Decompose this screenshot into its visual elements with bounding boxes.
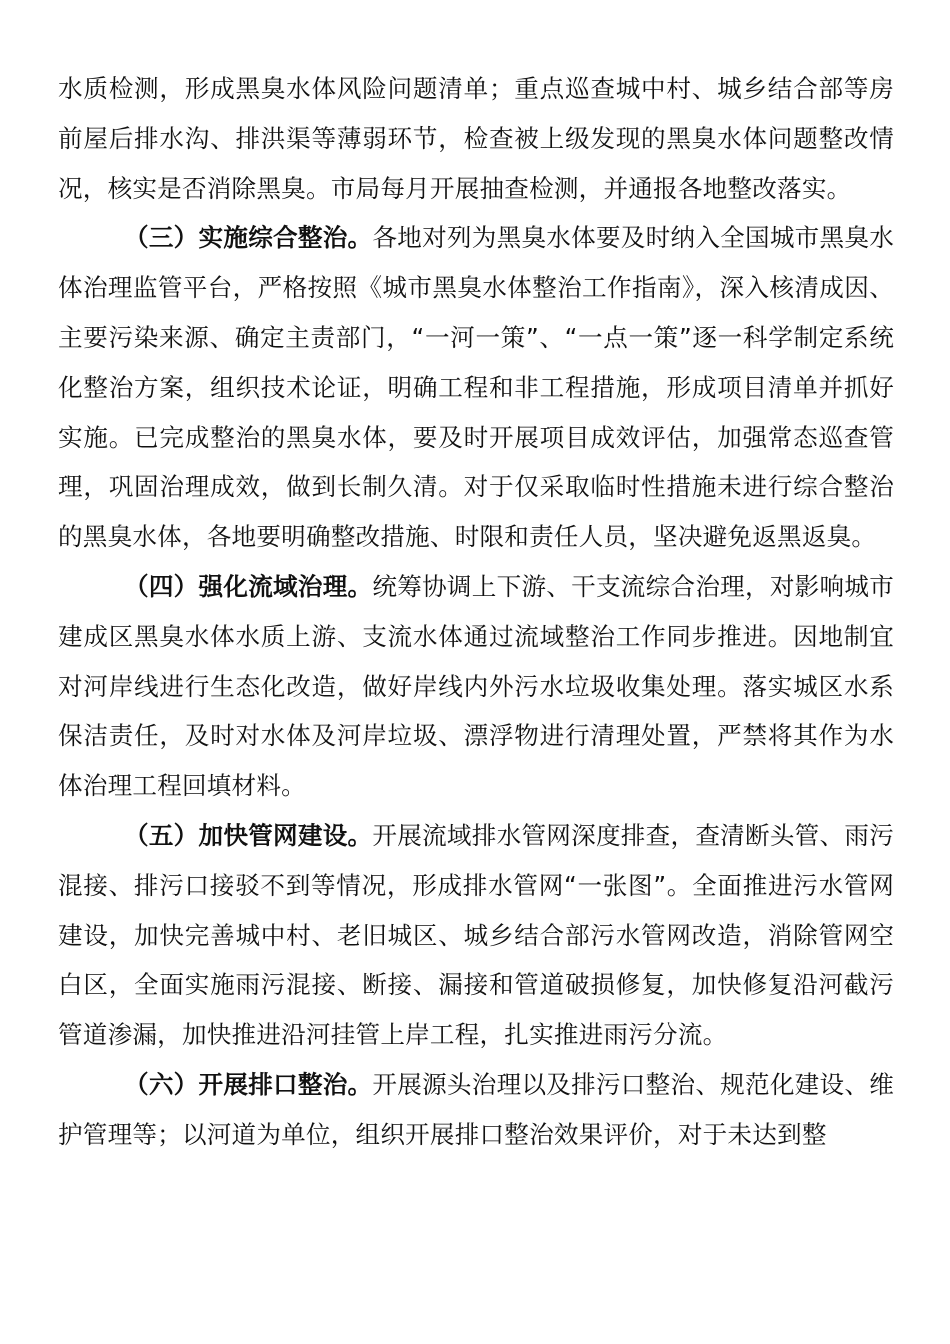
paragraph-body: 开展流域排水管网深度排查，查清断头管、雨污混接、排污口接驳不到等情况，形成排水管网“一张图”。全面推进污水管网建设，加快完善城中村、老旧城区、城乡结合部污水管网改造，消除管网空白区，全面实施雨污混接、断接、漏接和管道破损修复，加快修复沿河截污管道渗漏，加快推进沿河挂管上岸工程，扎实推进雨污分流。 bbox=[58, 820, 894, 1050]
section-heading: （六）开展排口整治。 bbox=[124, 1069, 373, 1099]
paragraph-section-4 bbox=[58, 562, 894, 811]
section-heading: （四）强化流域治理。 bbox=[124, 571, 373, 601]
paragraph-body: 统筹协调上下游、干支流综合治理，对影响城市建成区黑臭水体水质上游、支流水体通过流域整治工作同步推进。因地制宜对河岸线进行生态化改造，做好岸线内外污水垃圾收集处理。落实城区水系保洁责任，及时对水体及河岸垃圾、漂浮物进行清理处置，严禁将其作为水体治理工程回填材料。 bbox=[58, 571, 894, 801]
section-heading: （五）加快管网建设。 bbox=[124, 820, 373, 850]
paragraph-section-3 bbox=[58, 213, 894, 562]
paragraph-section-6 bbox=[58, 1060, 894, 1160]
paragraph-body: 各地对列为黑臭水体要及时纳入全国城市黑臭水体治理监管平台，严格按照《城市黑臭水体整治工作指南》，深入核清成因、主要污染来源、确定主责部门，“一河一策”、“一点一策”逐一科学制定系统化整治方案，组织技术论证，明确工程和非工程措施，形成项目清单并抓好实施。已完成整治的黑臭水体，要及时开展项目成效评估，加强常态巡查管理，巩固治理成效，做到长制久清。对于仅采取临时性措施未进行综合整治的黑臭水体，各地要明确整改措施、时限和责任人员，坚决避免返黑返臭。 bbox=[58, 223, 894, 552]
document-page bbox=[58, 64, 894, 1160]
paragraph-body: 水质检测，形成黑臭水体风险问题清单；重点巡查城中村、城乡结合部等房前屋后排水沟、排洪渠等薄弱环节，检查被上级发现的黑臭水体问题整改情况，核实是否消除黑臭。市局每月开展抽查检测，并通报各地整改落实。 bbox=[58, 74, 894, 203]
paragraph-continuation bbox=[58, 64, 894, 213]
section-heading: （三）实施综合整治。 bbox=[124, 223, 373, 253]
paragraph-section-5 bbox=[58, 811, 894, 1060]
paragraph-body: 开展源头治理以及排污口整治、规范化建设、维护管理等；以河道为单位，组织开展排口整治效果评价，对于未达到整 bbox=[58, 1069, 894, 1149]
